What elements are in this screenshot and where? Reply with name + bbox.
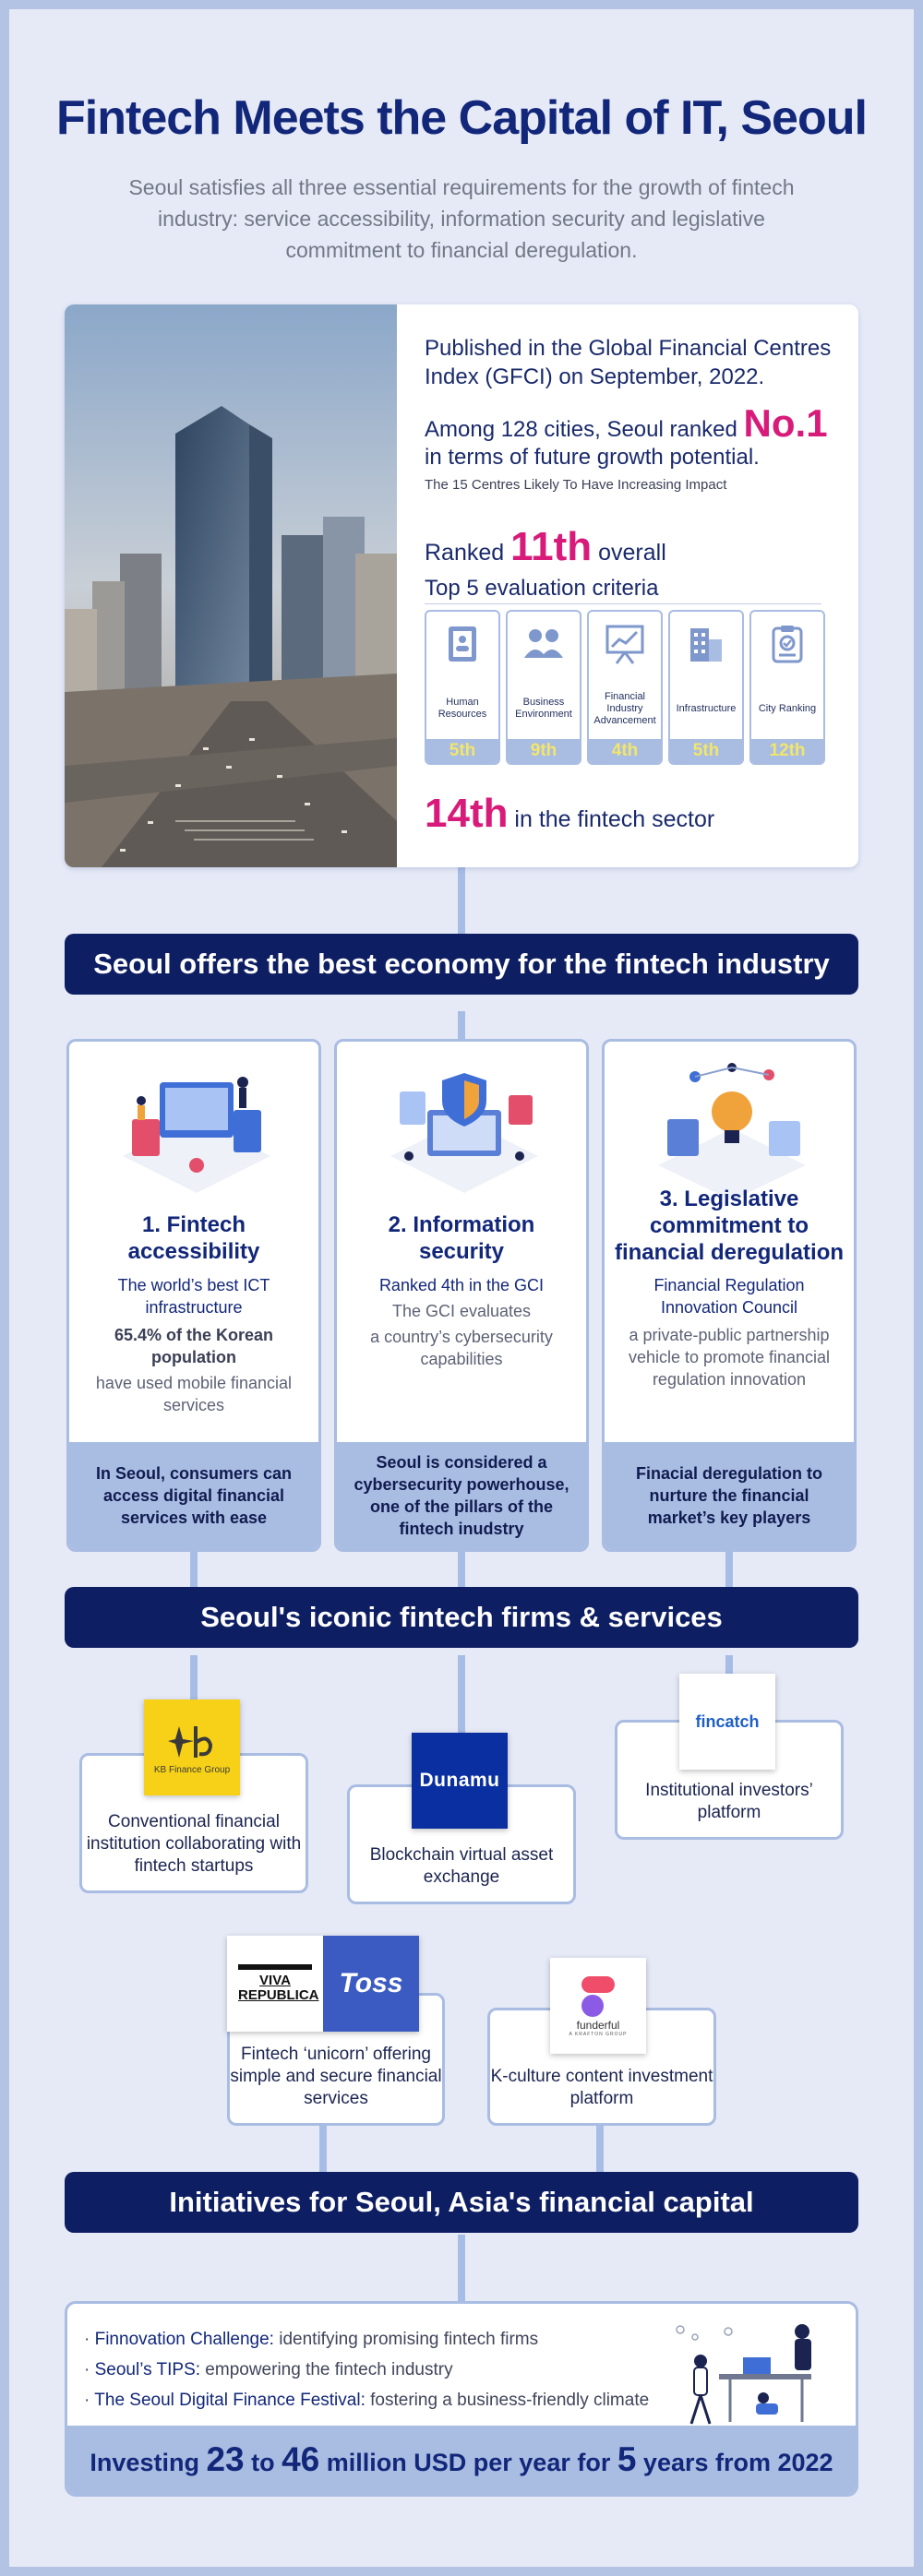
requirement-line: Financial Regulation Innovation Council [653, 1276, 805, 1317]
gfci-rank-value: No.1 [743, 401, 828, 445]
requirement-body [348, 1274, 575, 1370]
connector-line [458, 2235, 465, 2303]
criterion-rank: 5th [426, 739, 498, 763]
criterion-infrastructure [668, 610, 744, 765]
gfci-text-block [425, 334, 840, 837]
criterion-rank: 4th [589, 739, 661, 763]
banner-economy: Seoul offers the best economy for the fintech industry [65, 934, 858, 995]
investment-text: years from 2022 [636, 2449, 833, 2476]
gfci-overall-line [425, 524, 840, 570]
requirement-body [80, 1274, 307, 1416]
initiative-text: identifying promising fintech firms [273, 2330, 539, 2349]
criteria-title: Top 5 evaluation criteria [425, 576, 821, 604]
requirement-line: The world’s best ICT infrastructure [117, 1276, 270, 1317]
investment-max: 46 [282, 2440, 320, 2478]
viva-republica-mark [227, 1936, 323, 2032]
requirement-footer: Finacial deregulation to nurture the financial market’s key players [605, 1442, 854, 1549]
id-badge-icon [441, 623, 484, 665]
criteria-row [425, 610, 840, 765]
list-item [84, 2385, 649, 2415]
initiatives-card [65, 2301, 858, 2497]
requirement-title: 1. Fintech accessibility [127, 1212, 260, 1264]
requirement-title: 3. Legislative commitment to financial deregulation [614, 1187, 845, 1265]
criterion-label: Human Resources [438, 697, 487, 720]
gfci-rank-suffix: in terms of future growth potential. [425, 445, 760, 470]
gfci-overall-value: 11th [510, 524, 593, 569]
dunamu-logo [412, 1733, 508, 1829]
fintech-sector-line [425, 791, 840, 837]
firm-description: Institutional investors’ platform [645, 1781, 813, 1822]
toss-logo-text: Toss [339, 1968, 403, 1998]
funderful-logo-text: funderful [576, 2019, 620, 2032]
business-people-illustration [664, 2320, 848, 2431]
list-item [84, 2355, 649, 2385]
criterion-business-environment [506, 610, 581, 765]
bullet: · [84, 2391, 90, 2410]
requirement-card-security [334, 1039, 589, 1552]
requirement-body [616, 1274, 843, 1390]
funderful-mark-icon [580, 1974, 617, 2019]
gfci-overall-suffix: overall [592, 540, 666, 566]
requirement-line: Ranked 4th in the GCI [378, 1276, 545, 1294]
investment-text: to [244, 2449, 282, 2476]
requirement-title: 2. Information security [388, 1212, 535, 1264]
criterion-human-resources [425, 610, 500, 765]
investment-summary [67, 2426, 856, 2494]
initiatives-list [84, 2324, 649, 2415]
connector-line [319, 2122, 327, 2176]
bullet: · [84, 2360, 90, 2379]
gfci-overall-prefix: Ranked [425, 540, 511, 566]
funderful-logo [550, 1958, 646, 2054]
initiative-text: fostering a business-friendly climate [365, 2391, 650, 2410]
kb-star-icon [166, 1721, 218, 1761]
initiative-text: empowering the fintech industry [200, 2360, 453, 2379]
criterion-city-ranking [749, 610, 825, 765]
criterion-label: City Ranking [758, 702, 817, 714]
gfci-rank-prefix: Among 128 cities, Seoul ranked [425, 417, 744, 442]
criterion-label: Infrastructure [676, 702, 737, 714]
fincatch-logo-text: fincatch [695, 1711, 760, 1731]
firm-description: Fintech ‘unicorn’ offering simple and secure financial services [230, 2045, 442, 2108]
banner-initiatives: Initiatives for Seoul, Asia's financial capital [65, 2172, 858, 2233]
requirement-line: a country’s cybersecurity capabilities [370, 1328, 553, 1368]
kb-logo-text: KB Finance Group [153, 1764, 231, 1775]
requirement-line: have used mobile financial services [95, 1374, 293, 1414]
infographic-page [9, 9, 914, 2567]
deregulation-illustration [640, 1055, 824, 1202]
requirement-footer: Seoul is considered a cybersecurity powerhouse, one of the pillars of the fintech inudstry [337, 1442, 586, 1549]
page-title: Fintech Meets the Capital of IT, Seoul [56, 91, 867, 145]
criterion-financial-industry [587, 610, 663, 765]
clipboard-check-icon [766, 623, 809, 665]
investment-text: million USD per year for [319, 2449, 617, 2476]
firm-description: Blockchain virtual asset exchange [369, 1845, 554, 1887]
list-item [84, 2324, 649, 2355]
investment-min: 23 [206, 2440, 245, 2478]
viva-republica-text: VIVA REPUBLICA [238, 1964, 312, 2003]
investment-years: 5 [617, 2440, 637, 2478]
fintech-accessibility-illustration [104, 1055, 289, 1202]
fintech-rank-suffix: in the fintech sector [508, 806, 715, 832]
seoul-skyline-photo [65, 304, 397, 867]
requirement-line: 65.4% of the Korean population [114, 1326, 274, 1366]
connector-line [458, 1011, 465, 1041]
kb-finance-logo [144, 1699, 240, 1795]
initiative-name: Seoul’s TIPS: [94, 2360, 201, 2379]
criterion-rank: 9th [508, 739, 580, 763]
bullet: · [84, 2330, 90, 2349]
connector-line [596, 2122, 604, 2176]
toss-logo [227, 1936, 419, 2032]
firm-description: Conventional financial institution collaborating with fintech startups [86, 1812, 302, 1876]
requirement-line: The GCI evaluates [391, 1302, 532, 1320]
dunamu-logo-text: Dunamu [419, 1770, 500, 1791]
requirement-card-accessibility [66, 1039, 321, 1552]
fincatch-logo [679, 1674, 775, 1770]
toss-mark [323, 1936, 419, 2032]
banner-firms: Seoul's iconic fintech firms & services [65, 1587, 858, 1648]
gfci-rank-line [425, 401, 840, 471]
fintech-rank-value: 14th [425, 791, 509, 836]
people-icon [522, 623, 565, 665]
chart-board-icon [604, 623, 646, 665]
requirement-line: a private-public partnership vehicle to promote financial regulation innovation [628, 1326, 831, 1389]
funderful-logo-subtext: A KRAFTON GROUP [569, 2032, 628, 2037]
criterion-label: Business Environment [515, 697, 572, 720]
requirement-card-deregulation [602, 1039, 857, 1552]
gfci-small-note: The 15 Centres Likely To Have Increasing Impact [425, 477, 727, 493]
criterion-rank: 5th [670, 739, 742, 763]
page-subtitle: Seoul satisfies all three essential requirements for the growth of fintech industry: service accessibility, information security and legislative commitment to financial deregulation. [128, 175, 795, 262]
information-security-illustration [372, 1055, 557, 1202]
gfci-published-text: Published in the Global Financial Centres Index (GFCI) on September, 2022. [425, 336, 832, 389]
investment-text: Investing [90, 2449, 207, 2476]
criterion-label: Financial Industry Advancement [593, 690, 656, 726]
gfci-card [65, 304, 858, 867]
criterion-rank: 12th [751, 739, 823, 763]
firm-description: K-culture content investment platform [490, 2067, 713, 2108]
requirement-footer: In Seoul, consumers can access digital financial services with ease [69, 1442, 318, 1549]
initiative-name: Finnovation Challenge: [94, 2330, 274, 2349]
building-icon [685, 623, 727, 665]
initiative-name: The Seoul Digital Finance Festival: [94, 2391, 366, 2410]
